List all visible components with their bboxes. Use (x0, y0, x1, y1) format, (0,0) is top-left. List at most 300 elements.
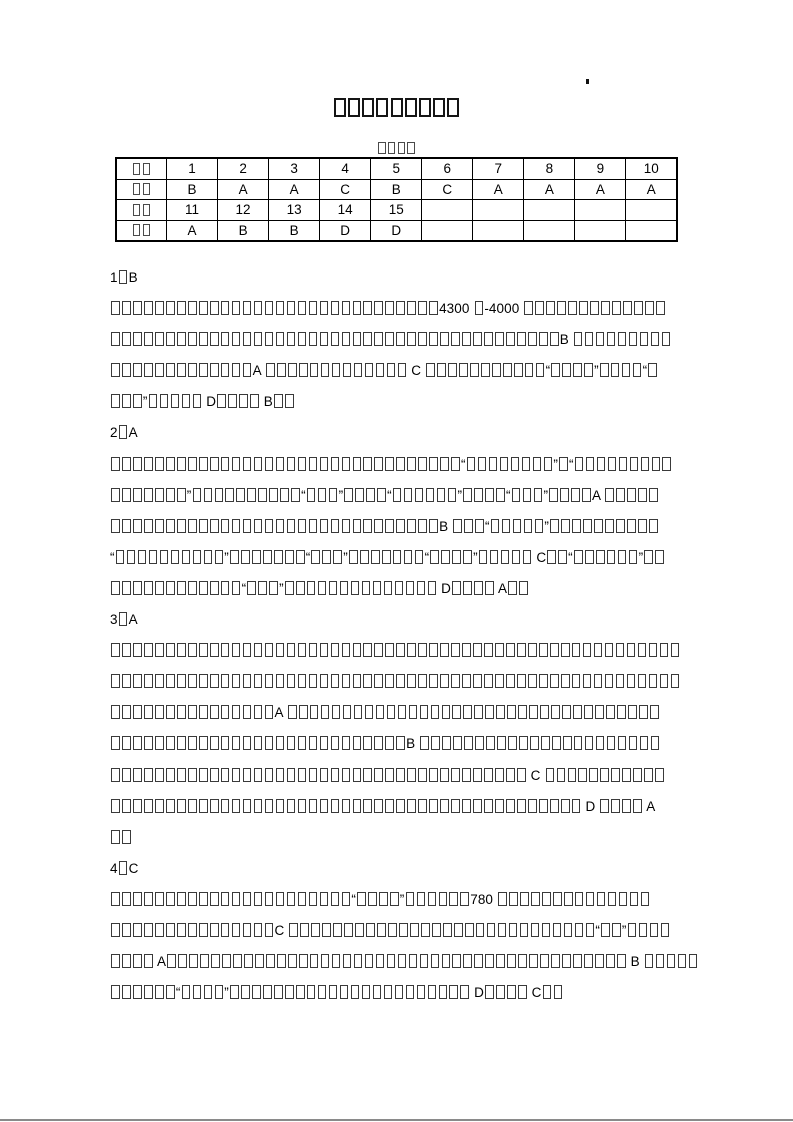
missing-glyph-box (384, 581, 393, 595)
missing-glyph-box (612, 301, 621, 315)
explanation-line: “ ” 780 (110, 884, 710, 915)
table-row (116, 200, 677, 221)
missing-glyph-box (307, 985, 316, 999)
missing-glyph-box (551, 705, 560, 719)
missing-glyph-box (254, 519, 263, 533)
missing-glyph-box (210, 581, 219, 595)
missing-glyph-box (144, 736, 153, 750)
missing-glyph-box (650, 923, 659, 937)
table-row (116, 220, 677, 241)
missing-glyph-box (210, 799, 219, 813)
missing-glyph-box (288, 363, 297, 377)
missing-glyph-box (586, 923, 595, 937)
missing-glyph-box (451, 799, 460, 813)
missing-glyph-box (463, 550, 472, 564)
missing-glyph-box (188, 332, 197, 346)
missing-glyph-box (616, 674, 625, 688)
missing-glyph-box (243, 519, 252, 533)
missing-glyph-box (421, 923, 430, 937)
answer-letter-cell (473, 220, 524, 241)
missing-glyph-box (343, 954, 352, 968)
missing-glyph-box (357, 892, 366, 906)
missing-glyph-box (182, 985, 191, 999)
missing-glyph-box (539, 674, 548, 688)
missing-glyph-box (464, 736, 473, 750)
missing-glyph-box (119, 425, 128, 439)
missing-glyph-box (274, 550, 283, 564)
missing-glyph-box (489, 457, 498, 471)
missing-glyph-box (607, 332, 616, 346)
missing-glyph-box (200, 954, 209, 968)
missing-glyph-box (407, 301, 416, 315)
missing-glyph-box (590, 301, 599, 315)
missing-glyph-box (166, 985, 175, 999)
missing-glyph-box (329, 581, 338, 595)
missing-glyph-box (111, 488, 120, 502)
missing-glyph-box (396, 301, 405, 315)
missing-glyph-box (485, 985, 494, 999)
missing-glyph-box (418, 643, 427, 657)
missing-glyph-box (452, 581, 461, 595)
missing-glyph-box (618, 736, 627, 750)
missing-glyph-box (638, 488, 647, 502)
missing-glyph-box (440, 643, 449, 657)
missing-glyph-box (309, 799, 318, 813)
missing-glyph-box (419, 98, 431, 117)
missing-glyph-box (252, 985, 261, 999)
missing-glyph-box (572, 674, 581, 688)
missing-glyph-box (374, 736, 383, 750)
missing-glyph-box (645, 301, 654, 315)
missing-glyph-box (572, 643, 581, 657)
missing-glyph-box (586, 457, 595, 471)
missing-glyph-box (239, 394, 248, 408)
missing-glyph-box (320, 768, 329, 782)
missing-glyph-box (531, 923, 540, 937)
missing-glyph-box (617, 954, 626, 968)
missing-glyph-box (622, 768, 631, 782)
missing-glyph-box (111, 892, 120, 906)
missing-glyph-box (473, 799, 482, 813)
answer-letter-cell: C (422, 179, 473, 200)
missing-glyph-box (122, 705, 131, 719)
missing-glyph-box (484, 643, 493, 657)
missing-glyph-box (528, 674, 537, 688)
missing-glyph-box (628, 705, 637, 719)
missing-glyph-box (418, 674, 427, 688)
answer-letter-cell: A (575, 179, 626, 200)
missing-glyph-box (460, 985, 469, 999)
missing-glyph-box (320, 736, 329, 750)
question-number-cell: 12 (218, 200, 269, 221)
missing-glyph-box (529, 705, 538, 719)
missing-glyph-box (563, 736, 572, 750)
missing-glyph-box (144, 457, 153, 471)
missing-glyph-box (407, 519, 416, 533)
missing-glyph-box (507, 705, 516, 719)
answer-item-header: 3 A (110, 612, 138, 628)
missing-glyph-box (166, 581, 175, 595)
missing-glyph-box (255, 954, 264, 968)
missing-glyph-box (584, 954, 593, 968)
answer-letter-cell: B (371, 179, 422, 200)
missing-glyph-box (616, 519, 625, 533)
missing-glyph-box (513, 519, 522, 533)
missing-glyph-box (622, 363, 631, 377)
missing-glyph-box (447, 98, 459, 117)
missing-glyph-box (437, 363, 446, 377)
missing-glyph-box (651, 736, 660, 750)
missing-glyph-box (575, 457, 584, 471)
missing-glyph-box (495, 674, 504, 688)
missing-glyph-box (343, 705, 352, 719)
missing-glyph-box (440, 768, 449, 782)
missing-glyph-box (376, 954, 385, 968)
missing-glyph-box (611, 768, 620, 782)
missing-glyph-box (354, 705, 363, 719)
missing-glyph-box (385, 736, 394, 750)
missing-glyph-box (454, 923, 463, 937)
question-number-cell: 11 (167, 200, 218, 221)
missing-glyph-box (221, 799, 230, 813)
missing-glyph-box (277, 363, 286, 377)
missing-glyph-box (254, 768, 263, 782)
missing-glyph-box (133, 892, 142, 906)
missing-glyph-box (523, 550, 532, 564)
missing-glyph-box (387, 954, 396, 968)
missing-glyph-box (288, 954, 297, 968)
missing-glyph-box (371, 550, 380, 564)
missing-glyph-box (611, 363, 620, 377)
missing-glyph-box (605, 488, 614, 502)
missing-glyph-box (363, 332, 372, 346)
missing-glyph-box (276, 892, 285, 906)
missing-glyph-box (649, 674, 658, 688)
missing-glyph-box (546, 768, 555, 782)
row-label-cell (116, 200, 167, 221)
missing-glyph-box (307, 581, 316, 595)
missing-glyph-box (199, 519, 208, 533)
missing-glyph-box (605, 643, 614, 657)
answer-letter-cell (575, 220, 626, 241)
missing-glyph-box (559, 457, 568, 471)
missing-glyph-box (177, 768, 186, 782)
missing-glyph-box (572, 519, 581, 533)
missing-glyph-box (133, 768, 142, 782)
missing-glyph-box (331, 799, 340, 813)
missing-glyph-box (485, 488, 494, 502)
question-number-cell (575, 200, 626, 221)
missing-glyph-box (440, 674, 449, 688)
missing-glyph-box (287, 674, 296, 688)
missing-glyph-box (210, 892, 219, 906)
missing-glyph-box (354, 954, 363, 968)
missing-glyph-box (221, 892, 230, 906)
missing-glyph-box (111, 301, 120, 315)
missing-glyph-box (575, 892, 584, 906)
missing-glyph-box (210, 736, 219, 750)
missing-glyph-box (244, 954, 253, 968)
missing-glyph-box (594, 643, 603, 657)
missing-glyph-box (396, 799, 405, 813)
missing-glyph-box (221, 674, 230, 688)
missing-glyph-box (236, 488, 245, 502)
missing-glyph-box (166, 301, 175, 315)
missing-glyph-box (568, 301, 577, 315)
row-label-cell (116, 179, 167, 200)
question-number-cell: 8 (524, 158, 575, 179)
missing-glyph-box (331, 519, 340, 533)
missing-glyph-box (199, 736, 208, 750)
missing-glyph-box (649, 519, 658, 533)
answer-letter-cell (422, 220, 473, 241)
missing-glyph-box (215, 488, 224, 502)
missing-glyph-box (462, 332, 471, 346)
missing-glyph-box (473, 643, 482, 657)
missing-glyph-box (285, 394, 294, 408)
missing-glyph-box (595, 954, 604, 968)
missing-glyph-box (395, 581, 404, 595)
missing-glyph-box (623, 301, 632, 315)
missing-glyph-box (639, 923, 648, 937)
missing-glyph-box (188, 301, 197, 315)
missing-glyph-box (298, 736, 307, 750)
missing-glyph-box (217, 394, 226, 408)
missing-glyph-box (177, 892, 186, 906)
missing-glyph-box (573, 363, 582, 377)
missing-glyph-box (374, 799, 383, 813)
missing-glyph-box (210, 519, 219, 533)
missing-glyph-box (199, 363, 208, 377)
missing-glyph-box (660, 674, 669, 688)
missing-glyph-box (199, 332, 208, 346)
missing-glyph-box (366, 488, 375, 502)
missing-glyph-box (342, 643, 351, 657)
missing-glyph-box (377, 488, 386, 502)
missing-glyph-box (652, 457, 661, 471)
missing-glyph-box (222, 954, 231, 968)
missing-glyph-box (561, 519, 570, 533)
missing-glyph-box (396, 332, 405, 346)
missing-glyph-box (583, 519, 592, 533)
missing-glyph-box (122, 394, 131, 408)
missing-glyph-box (276, 457, 285, 471)
missing-glyph-box (188, 674, 197, 688)
missing-glyph-box (439, 892, 448, 906)
missing-glyph-box (463, 705, 472, 719)
missing-glyph-box (396, 768, 405, 782)
missing-glyph-box (365, 363, 374, 377)
missing-glyph-box (600, 363, 609, 377)
missing-glyph-box (451, 643, 460, 657)
missing-glyph-box (111, 830, 120, 844)
missing-glyph-box (601, 923, 610, 937)
missing-glyph-box (320, 457, 329, 471)
missing-glyph-box (287, 457, 296, 471)
missing-glyph-box (406, 985, 415, 999)
missing-glyph-box (574, 332, 583, 346)
missing-glyph-box (276, 799, 285, 813)
missing-glyph-box (407, 457, 416, 471)
missing-glyph-box (382, 550, 391, 564)
missing-glyph-box (529, 954, 538, 968)
missing-glyph-box (177, 643, 186, 657)
missing-glyph-box (542, 892, 551, 906)
missing-glyph-box (342, 799, 351, 813)
missing-glyph-box (378, 142, 386, 154)
missing-glyph-box (133, 332, 142, 346)
missing-glyph-box (561, 799, 570, 813)
missing-glyph-box (149, 394, 158, 408)
missing-glyph-box (377, 923, 386, 937)
missing-glyph-box (596, 736, 605, 750)
explanation-line: A B (110, 946, 710, 977)
missing-glyph-box (583, 643, 592, 657)
missing-glyph-box (167, 954, 176, 968)
missing-glyph-box (429, 332, 438, 346)
missing-glyph-box (451, 457, 460, 471)
missing-glyph-box (582, 488, 591, 502)
missing-glyph-box (111, 394, 120, 408)
missing-glyph-box (440, 457, 449, 471)
missing-glyph-box (309, 519, 318, 533)
missing-glyph-box (393, 550, 402, 564)
missing-glyph-box (409, 954, 418, 968)
missing-glyph-box (528, 332, 537, 346)
missing-glyph-box (320, 332, 329, 346)
missing-glyph-box (561, 674, 570, 688)
missing-glyph-box (594, 674, 603, 688)
missing-glyph-box (309, 768, 318, 782)
missing-glyph-box (528, 799, 537, 813)
missing-glyph-box (144, 985, 153, 999)
missing-glyph-box (396, 519, 405, 533)
missing-glyph-box (671, 643, 680, 657)
missing-glyph-box (651, 332, 660, 346)
missing-glyph-box (600, 768, 609, 782)
missing-glyph-box (535, 301, 544, 315)
missing-glyph-box (464, 519, 473, 533)
missing-glyph-box (298, 768, 307, 782)
missing-glyph-box (232, 643, 241, 657)
missing-glyph-box (650, 705, 659, 719)
missing-glyph-box (188, 643, 197, 657)
missing-glyph-box (379, 892, 388, 906)
missing-glyph-box (496, 954, 505, 968)
missing-glyph-box (560, 488, 569, 502)
missing-glyph-box (407, 674, 416, 688)
missing-glyph-box (407, 142, 415, 154)
missing-glyph-box (597, 892, 606, 906)
missing-glyph-box (449, 985, 458, 999)
missing-glyph-box (254, 736, 263, 750)
missing-glyph-box (144, 519, 153, 533)
missing-glyph-box (575, 923, 584, 937)
missing-glyph-box (518, 705, 527, 719)
missing-glyph-box (415, 550, 424, 564)
missing-glyph-box (243, 736, 252, 750)
missing-glyph-box (254, 892, 263, 906)
missing-glyph-box (543, 985, 552, 999)
missing-glyph-box (133, 488, 142, 502)
missing-glyph-box (166, 332, 175, 346)
missing-glyph-box (111, 736, 120, 750)
missing-glyph-box (605, 674, 614, 688)
missing-glyph-box (221, 736, 230, 750)
missing-glyph-box (254, 799, 263, 813)
missing-glyph-box (429, 519, 438, 533)
missing-glyph-box (193, 394, 202, 408)
missing-glyph-box (481, 363, 490, 377)
missing-glyph-box (363, 736, 372, 750)
missing-glyph-box (155, 301, 164, 315)
missing-glyph-box (373, 581, 382, 595)
missing-glyph-box (501, 550, 510, 564)
missing-glyph-box (298, 674, 307, 688)
question-number-cell: 13 (269, 200, 320, 221)
answer-letter-cell: A (626, 179, 677, 200)
missing-glyph-box (418, 799, 427, 813)
missing-glyph-box (629, 736, 638, 750)
missing-glyph-box (298, 892, 307, 906)
missing-glyph-box (289, 923, 298, 937)
missing-glyph-box (585, 332, 594, 346)
missing-glyph-box (265, 301, 274, 315)
missing-glyph-box (111, 519, 120, 533)
missing-glyph-box (188, 519, 197, 533)
missing-glyph-box (363, 643, 372, 657)
missing-glyph-box (155, 457, 164, 471)
explanation-line (110, 822, 710, 853)
missing-glyph-box (551, 363, 560, 377)
missing-glyph-box (355, 488, 364, 502)
missing-glyph-box (119, 861, 128, 875)
missing-glyph-box (122, 923, 131, 937)
missing-glyph-box (487, 923, 496, 937)
missing-glyph-box (517, 674, 526, 688)
missing-glyph-box (127, 550, 136, 564)
missing-glyph-box (612, 923, 621, 937)
missing-glyph-box (542, 923, 551, 937)
missing-glyph-box (428, 892, 437, 906)
missing-glyph-box (485, 954, 494, 968)
answer-key-table (115, 157, 678, 242)
missing-glyph-box (342, 768, 351, 782)
missing-glyph-box (407, 799, 416, 813)
explanation-line: C “ ” (110, 915, 710, 946)
missing-glyph-box (247, 581, 256, 595)
missing-glyph-box (258, 581, 267, 595)
missing-glyph-box (166, 923, 175, 937)
missing-glyph-box (475, 519, 484, 533)
explanations-section (110, 262, 710, 1008)
missing-glyph-box (321, 363, 330, 377)
missing-glyph-box (451, 332, 460, 346)
missing-glyph-box (322, 550, 331, 564)
missing-glyph-box (589, 768, 598, 782)
missing-glyph-box (199, 923, 208, 937)
missing-glyph-box (407, 768, 416, 782)
missing-glyph-box (633, 363, 642, 377)
missing-glyph-box (385, 332, 394, 346)
missing-glyph-box (524, 301, 533, 315)
missing-glyph-box (133, 985, 142, 999)
missing-glyph-box (562, 954, 571, 968)
missing-glyph-box (299, 363, 308, 377)
missing-glyph-box (111, 954, 120, 968)
missing-glyph-box (298, 332, 307, 346)
missing-glyph-box (547, 550, 556, 564)
